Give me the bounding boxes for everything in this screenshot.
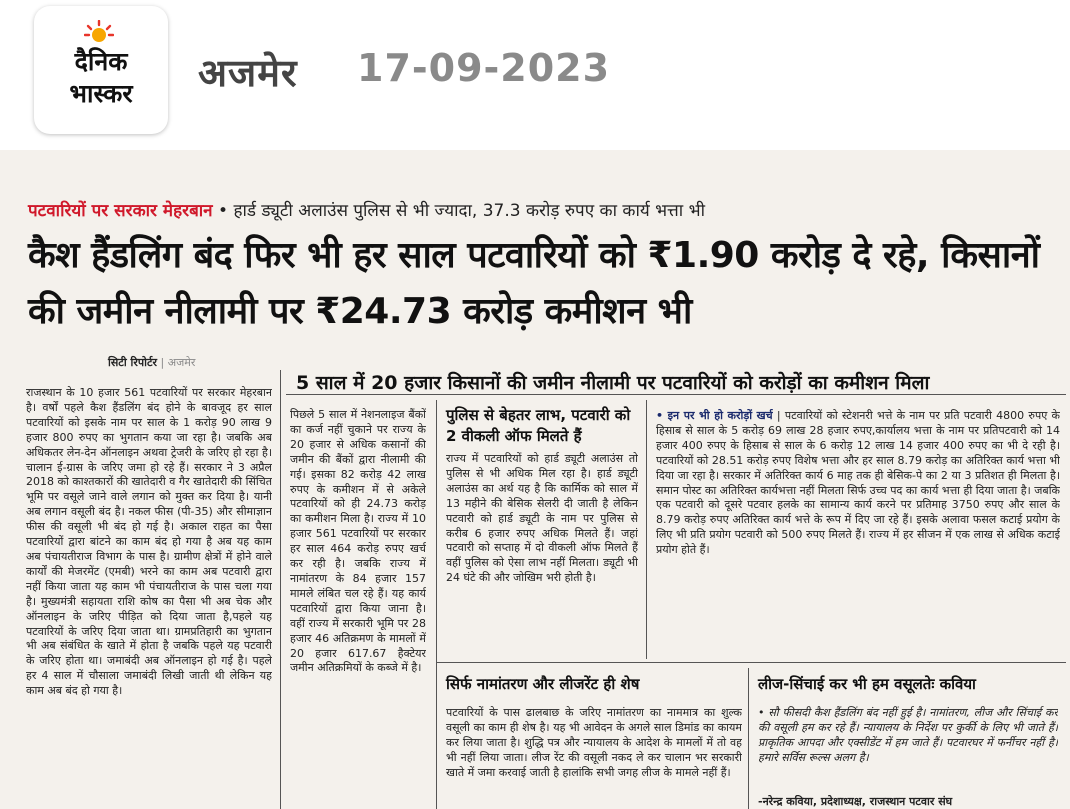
mutation-lease-body: पटवारियों के पास ढालबाछ के जरिए नामांतरण का नाममात्र का शुल्क वसूली का काम ही शेष है। यह भी आवेदन के अगले साल डिमांड का कायम कर लिया जाता है। शुद्धि पत्र और न्यायालय के आदेश के मामलों में तो वह भी नहीं लिया जाता। लीज रेंट की वसूली नकद ले कर चालान भर सरकारी खाते में जमा करवाई जाती है हालांकि सभी जगह लीज के मामले नहीं हैं। (446, 706, 742, 779)
app-header (0, 0, 1070, 150)
article-subheadline: 5 साल में 20 हजार किसानों की जमीन नीलामी पर पटवारियों को करोड़ों का कमीशन मिला (296, 372, 930, 394)
horizontal-rule-lower (436, 662, 1066, 663)
kavia-quote-heading: लीज-सिंचाई कर भी हम वसूलतेः कविया (758, 675, 976, 693)
article-byline (108, 355, 195, 370)
dainik-bhaskar-logo[interactable] (34, 6, 168, 134)
edition-city: अजमेर (198, 51, 298, 95)
logo-text-line2: भास्कर (69, 79, 133, 108)
byline-separator: | (157, 356, 168, 369)
crore-expense-heading: • इन पर भी हो करोड़ों खर्च (656, 409, 773, 422)
kavia-quote-body: • सौ फीसदी कैश हैंडलिंग बंद नहीं हुई है। नामांतरण, लीज और सिंचाई कर की वसूली हम कर रहे हैं। न्यायालय के निर्देश पर कुर्की के लिए भी जाते हैं। प्राकृतिक आपदा और एक्सीडेंट में हम जाते हैं। पटवारघर में फर्नीचर नहीं है। हमारे सर्विस रूल्स अलग है। (758, 706, 1058, 764)
column-divider-1 (280, 370, 281, 809)
mutation-lease-heading: सिर्फ नामांतरण और लीजरेंट ही शेष (446, 675, 640, 693)
article-headline: कैश हैंडलिंग बंद फिर भी हर साल पटवारियों को ₹1.90 करोड़ दे रहे, किसानों की जमीन नीलामी पर ₹24.73 करोड़ कमीशन भी (28, 235, 1040, 332)
logo-text-line1: दैनिक (74, 47, 128, 76)
byline-name: सिटी रिपोर्टर (108, 356, 157, 369)
column-divider-4 (748, 668, 749, 809)
edition-date: 17-09-2023 (357, 46, 611, 90)
crore-expense-body (656, 409, 1060, 655)
byline-city: अजमेर (167, 356, 196, 369)
column-divider-3 (646, 400, 647, 659)
kavia-quote-signature: -नरेन्द्र कविया, प्रदेशाध्यक्ष, राजस्थान पटवार संघ (758, 795, 953, 808)
article-body-column-2: पिछले 5 साल में नेशनलाइज बैंकों का कर्ज नहीं चुकाने पर राज्य के 20 हजार से अधिक कसानों की जमीन की बैंकों द्वारा नीलामी की गई। इसका 82 करोड़ 42 लाख रुपए के कमीशन में से अकेले पटवारियों को ही 24.73 करोड़ का कमीशन मिला है। राज्य में 10 हजार 561 पटवारियों पर सरकार हर साल 464 करोड़ रुपए खर्च कर रही है। जबकि राज्य में नामांतरण के 84 हजार 157 मामले लंबित चल रहे हैं। यह कार्य पटवारियों द्वारा किया जाना है। वहीं राज्य में सरकारी भूमि पर 28 हजार 46 अतिक्रमण के मामलों में 20 हजार 617.67 हैक्टेयर जमीन अतिक्रमियों के कब्जे में है। (290, 408, 426, 675)
column-divider-2 (436, 400, 437, 809)
sun-logo-icon (84, 20, 114, 50)
article-body-column-1: राजस्थान के 10 हजार 561 पटवारियों पर सरकार मेहरबान है। वर्षों पहले कैश हैंडलिंग बंद होने के बावजूद हर साल पटवारियों को इसके नाम पर साल के 1 करोड़ 90 लाख 9 हजार 800 रुपए का भुगतान कया जा रहा है। जबकि अब अधिकतर लेन-देन ऑनलाइन अथवा ट्रेजरी के जरिए हो रहा है। चालान ई-ग्रास के जरिए जमा हो रहे हैं। सरकार ने 3 अप्रैल 2018 को काश्तकारों की खातेदारी व गैर खातेदारी की सिंचित भूमि पर वसूले जाने वाले लगान को मुक्त कर दिया है। यानी अब लगान वसूली बंद है। नकल फीस (पी-35) और सीमाज्ञान फीस की वसूली भी बंद हो गई है। अकाल राहत का पैसा पटवारियों द्वारा बांटने का काम बंद हो गया है अब यह काम अब पंचायतीराज विभाग के पास है। ग्रामीण क्षेत्रों में होने वाले कार्यों की मेजरमेंट (एमबी) भरने का काम अब पटवारी द्वारा नहीं किया जाता यह काम भी पंचायतीराज के पास चला गया है। मुख्यमंत्री सहायता राशि कोष का पैसा भी अब चेक और ऑनलाइन के जरिए पीड़ित को दिया जाता है,पहले यह पटवारियों के जरिए दिया जाता था। ग्रामप्रतिहारी का भुगतान भी अब संबंधित के खाते में होता है जबकि पहले यह पटवारी के जरिए होता था। जमाबंदी अब ऑनलाइन हो गई है। पहले हर 4 साल में चौसाला जमाबंदी लिखी जाती थी लेकिन यह काम अब बंद हो गया है। (26, 386, 272, 698)
kicker-text: • हार्ड ड्यूटी अलाउंस पुलिस से भी ज्यादा, 37.3 करोड़ रुपए का कार्य भत्ता भी (212, 201, 705, 221)
article-kicker (28, 198, 705, 221)
kicker-label: पटवारियों पर सरकार मेहरबान (28, 201, 213, 221)
police-benefit-body: राज्य में पटवारियों को हार्ड ड्यूटी अलाउंस तो पुलिस से भी अधिक मिल रहा है। हार्ड ड्यूटी अलाउंस का अर्थ यह है कि कार्मिक को साल में 13 महीने की बेसिक सेलरी दी जाती है लेकिन पटवारी को हार्ड ड्यूटी के नाम पर पुलिस से करीब 6 हजार रुपए अधिक मिलते हैं। जहां पटवारी को सप्ताह में दो वीकली ऑफ मिलते हैं वहीं पुलिस को ऐसा लाभ नहीं मिलता। ड्यूटी भी 24 घंटे की और जोखिम भरी होती है। (446, 452, 638, 585)
subhead-rule (286, 394, 1066, 395)
police-benefit-heading: पुलिस से बेहतर लाभ, पटवारी को 2 वीकली ऑफ मिलते हैं (446, 406, 631, 445)
crore-expense-text: | पटवारियों को स्टेशनरी भत्ते के नाम पर प्रति पटवारी 4800 रुपए के हिसाब से साल के 5 करोड़ 69 लाख 28 हजार रुपए,कार्यालय भत्ता के नाम पर प्रतिपटवारी को 14 हजार 400 रुपए के हिसाब से साल के 6 करोड़ 12 लाख 14 हजार 400 रुपए का भी दे रही है। पटवारियों को 28.51 करोड़ रुपए विशेष भत्ता और हर साल 8.79 करोड़ का अतिरिक्त कार्य भत्ता भी दिया जा रहा है। सरकार में अतिरिक्त कार्य 6 माह तक ही बेसिक-पे का 2 या 3 प्रतिशत ही मिलता है। समान पोस्ट का अतिरिक्त कार्यभत्ता नहीं मिलता सिर्फ उच्च पद का कार्य भत्ता ही दिया जाता है। जबकि एक पटवारी को दूसरे पटवार हलके का सामान्य कार्य करने पर प्रतिमाह 3750 रुपए और साल के 8.79 करोड़ रुपए अतिरिक्त कार्य भत्ते के रूप में दिए जा रहे हैं। इसके अलावा फसल कटाई प्रयोग के लिए भी प्रति प्रयोग पटवारी को 500 रुपए मिलते हैं। राज्य में हर सीजन में एक लाख से अधिक कटाई प्रयोग होते हैं। (656, 409, 1060, 557)
